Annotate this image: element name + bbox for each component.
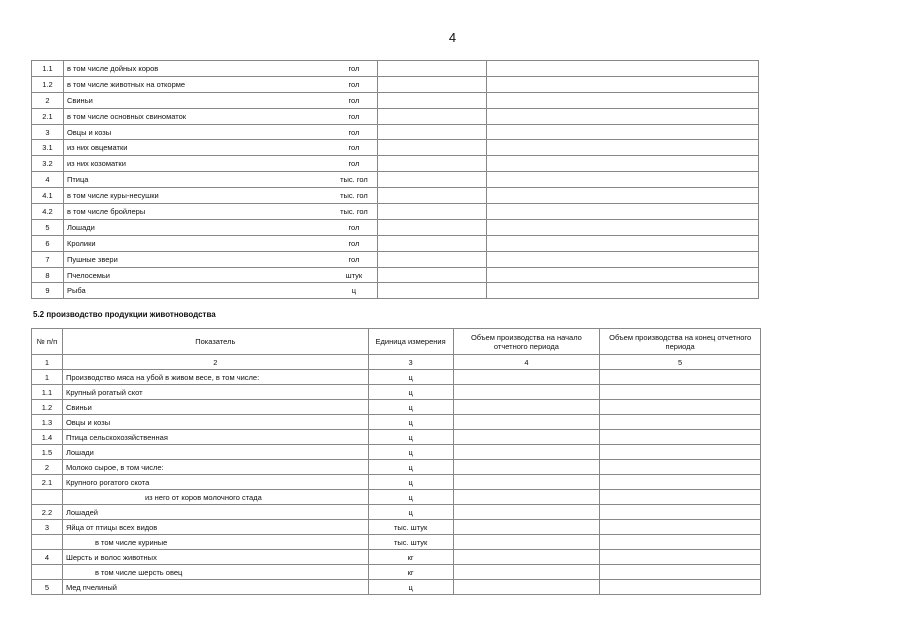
table-row [32, 460, 761, 475]
value-cell[interactable] [453, 520, 600, 535]
table-row [32, 235, 759, 251]
value-cell[interactable] [453, 460, 600, 475]
row-name: Свиньи [63, 92, 331, 108]
row-number: 1.4 [32, 430, 63, 445]
page-number: 4 [448, 30, 457, 45]
row-name: Овцы и козы [63, 124, 331, 140]
value-cell[interactable] [487, 76, 759, 92]
table-row [32, 204, 759, 220]
row-number: 7 [32, 251, 64, 267]
row-number: 2 [32, 460, 63, 475]
value-cell[interactable] [600, 370, 761, 385]
row-name: Лошади [63, 219, 331, 235]
value-cell[interactable] [453, 385, 600, 400]
value-cell[interactable] [600, 490, 761, 505]
row-name: Пчелосемьи [63, 267, 331, 283]
row-number: 2.1 [32, 475, 63, 490]
row-number: 1 [32, 370, 63, 385]
row-unit: гол [331, 156, 377, 172]
table-row [32, 140, 759, 156]
table-row [32, 92, 759, 108]
row-name: в том числе основных свиноматок [63, 108, 331, 124]
value-cell[interactable] [600, 430, 761, 445]
row-unit: гол [331, 219, 377, 235]
value-cell[interactable] [377, 124, 487, 140]
row-unit: ц [368, 580, 453, 595]
row-unit: гол [331, 61, 377, 77]
row-number: 8 [32, 267, 64, 283]
row-number: 2.1 [32, 108, 64, 124]
value-cell[interactable] [487, 140, 759, 156]
row-name: Кролики [63, 235, 331, 251]
table-row [32, 188, 759, 204]
row-number: 3.2 [32, 156, 64, 172]
table-row [32, 172, 759, 188]
row-number [32, 535, 63, 550]
row-number: 4.1 [32, 188, 64, 204]
col-number: 2 [62, 355, 368, 370]
row-name: Птица [63, 172, 331, 188]
value-cell[interactable] [600, 505, 761, 520]
col-number: 3 [368, 355, 453, 370]
row-number: 4 [32, 550, 63, 565]
table-row [32, 490, 761, 505]
table-row [32, 251, 759, 267]
row-unit: тыс. штук [368, 520, 453, 535]
row-unit: кг [368, 550, 453, 565]
row-number: 3 [32, 520, 63, 535]
row-unit: штук [331, 267, 377, 283]
row-name: из него от коров молочного стада [62, 490, 368, 505]
value-cell[interactable] [377, 267, 487, 283]
row-name: в том числе животных на откорме [63, 76, 331, 92]
row-number: 5 [32, 219, 64, 235]
row-unit: ц [368, 490, 453, 505]
row-number [32, 490, 63, 505]
value-cell[interactable] [377, 156, 487, 172]
section-title: 5.2 производство продукции животноводства [33, 310, 216, 319]
row-name: Крупный рогатый скот [62, 385, 368, 400]
table-row [32, 505, 761, 520]
value-cell[interactable] [487, 235, 759, 251]
row-number: 9 [32, 283, 64, 299]
value-cell[interactable] [487, 251, 759, 267]
value-cell[interactable] [377, 283, 487, 299]
value-cell[interactable] [487, 92, 759, 108]
row-number: 1.1 [32, 385, 63, 400]
row-number: 1.5 [32, 445, 63, 460]
table-row [32, 385, 761, 400]
table-row [32, 219, 759, 235]
value-cell[interactable] [600, 550, 761, 565]
table-row [32, 430, 761, 445]
row-unit: тыс. гол [331, 188, 377, 204]
value-cell[interactable] [600, 565, 761, 580]
row-unit: кг [368, 565, 453, 580]
value-cell[interactable] [453, 580, 600, 595]
value-cell[interactable] [377, 204, 487, 220]
value-cell[interactable] [600, 385, 761, 400]
row-unit: гол [331, 76, 377, 92]
row-name: из них овцематки [63, 140, 331, 156]
row-number: 4 [32, 172, 64, 188]
value-cell[interactable] [377, 251, 487, 267]
header-row [32, 329, 761, 355]
row-unit: ц [368, 505, 453, 520]
row-unit: ц [368, 445, 453, 460]
row-number: 1.2 [32, 400, 63, 415]
value-cell[interactable] [377, 219, 487, 235]
row-name: Птица сельскохозяйственная [62, 430, 368, 445]
row-unit: ц [368, 415, 453, 430]
value-cell[interactable] [487, 188, 759, 204]
table-row [32, 535, 761, 550]
value-cell[interactable] [600, 475, 761, 490]
row-name: Лошади [62, 445, 368, 460]
value-cell[interactable] [453, 430, 600, 445]
value-cell[interactable] [453, 475, 600, 490]
col-number: 1 [32, 355, 63, 370]
row-unit: ц [368, 400, 453, 415]
row-unit: ц [368, 475, 453, 490]
row-name: Крупного рогатого скота [62, 475, 368, 490]
header-indicator: Показатель [62, 329, 368, 355]
value-cell[interactable] [453, 415, 600, 430]
col-number: 4 [453, 355, 600, 370]
table-row [32, 475, 761, 490]
value-cell[interactable] [600, 415, 761, 430]
value-cell[interactable] [377, 61, 487, 77]
table-row [32, 283, 759, 299]
row-unit: гол [331, 140, 377, 156]
row-number [32, 565, 63, 580]
row-name: в том числе куриные [62, 535, 368, 550]
row-name: в том числе дойных коров [63, 61, 331, 77]
row-unit: гол [331, 251, 377, 267]
table-row [32, 124, 759, 140]
value-cell[interactable] [453, 370, 600, 385]
row-name: Мед пчелиный [62, 580, 368, 595]
row-number: 3.1 [32, 140, 64, 156]
row-number: 4.2 [32, 204, 64, 220]
value-cell[interactable] [487, 219, 759, 235]
production-table [31, 328, 761, 595]
row-unit: гол [331, 92, 377, 108]
value-cell[interactable] [600, 535, 761, 550]
row-name: Шерсть и волос животных [62, 550, 368, 565]
table-row [32, 267, 759, 283]
row-unit: гол [331, 235, 377, 251]
row-name: в том числе шерсть овец [62, 565, 368, 580]
table-row [32, 415, 761, 430]
header-unit: Единица измерения [368, 329, 453, 355]
value-cell[interactable] [377, 140, 487, 156]
value-cell[interactable] [487, 108, 759, 124]
value-cell[interactable] [377, 92, 487, 108]
value-cell[interactable] [600, 445, 761, 460]
value-cell[interactable] [377, 172, 487, 188]
col-number: 5 [600, 355, 761, 370]
row-name: Молоко сырое, в том числе: [62, 460, 368, 475]
header-start-volume: Объем производства на начало отчетного периода [453, 329, 600, 355]
row-number: 3 [32, 124, 64, 140]
row-unit: ц [368, 460, 453, 475]
value-cell[interactable] [377, 188, 487, 204]
row-number: 2 [32, 92, 64, 108]
row-name: Свиньи [62, 400, 368, 415]
value-cell[interactable] [453, 550, 600, 565]
row-unit: гол [331, 108, 377, 124]
row-unit: ц [368, 430, 453, 445]
row-name: Пушные звери [63, 251, 331, 267]
table-row [32, 108, 759, 124]
value-cell[interactable] [600, 460, 761, 475]
value-cell[interactable] [487, 204, 759, 220]
table-row [32, 61, 759, 77]
table-row [32, 156, 759, 172]
row-name: Яйца от птицы всех видов [62, 520, 368, 535]
value-cell[interactable] [453, 505, 600, 520]
livestock-table [31, 60, 759, 299]
row-number: 1.2 [32, 76, 64, 92]
value-cell[interactable] [453, 445, 600, 460]
row-number: 6 [32, 235, 64, 251]
value-cell[interactable] [487, 156, 759, 172]
row-name: Овцы и козы [62, 415, 368, 430]
row-unit: ц [368, 385, 453, 400]
table-row [32, 580, 761, 595]
row-name: из них козоматки [63, 156, 331, 172]
value-cell[interactable] [487, 172, 759, 188]
value-cell[interactable] [487, 283, 759, 299]
value-cell[interactable] [377, 76, 487, 92]
row-unit: гол [331, 124, 377, 140]
row-name: в том числе бройлеры [63, 204, 331, 220]
row-number: 1.1 [32, 61, 64, 77]
value-cell[interactable] [487, 61, 759, 77]
row-number: 5 [32, 580, 63, 595]
row-name: Лошадей [62, 505, 368, 520]
table-row [32, 400, 761, 415]
row-unit: тыс. гол [331, 204, 377, 220]
value-cell[interactable] [600, 520, 761, 535]
header-end-volume: Объем производства на конец отчетного периода [600, 329, 761, 355]
value-cell[interactable] [600, 400, 761, 415]
value-cell[interactable] [453, 535, 600, 550]
row-name: в том числе куры-несушки [63, 188, 331, 204]
value-cell[interactable] [487, 267, 759, 283]
table-row [32, 565, 761, 580]
row-number: 2.2 [32, 505, 63, 520]
value-cell[interactable] [377, 235, 487, 251]
table-row [32, 550, 761, 565]
row-name: Рыба [63, 283, 331, 299]
row-number: 1.3 [32, 415, 63, 430]
value-cell[interactable] [487, 124, 759, 140]
table-row [32, 520, 761, 535]
value-cell[interactable] [453, 490, 600, 505]
column-number-row [32, 355, 761, 370]
value-cell[interactable] [377, 108, 487, 124]
row-name: Производство мяса на убой в живом весе, в том числе: [62, 370, 368, 385]
table-row [32, 370, 761, 385]
value-cell[interactable] [600, 580, 761, 595]
table-row [32, 76, 759, 92]
row-unit: ц [331, 283, 377, 299]
row-unit: тыс. штук [368, 535, 453, 550]
row-unit: тыс. гол [331, 172, 377, 188]
value-cell[interactable] [453, 400, 600, 415]
row-unit: ц [368, 370, 453, 385]
table-row [32, 445, 761, 460]
header-num: № п/п [32, 329, 63, 355]
value-cell[interactable] [453, 565, 600, 580]
